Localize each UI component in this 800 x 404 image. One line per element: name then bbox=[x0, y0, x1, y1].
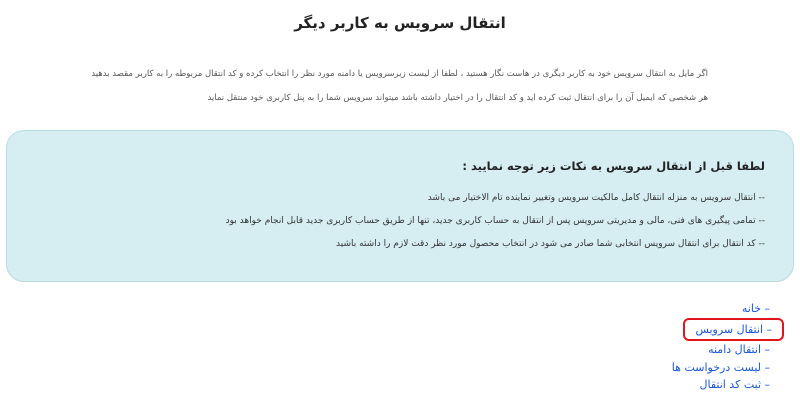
intro-text bbox=[90, 62, 708, 110]
notice-item: -- انتقال سرویس به منزله انتقال کامل مالکیت سرویس وتغییر نماینده تام الاختیار می باشد bbox=[427, 193, 765, 203]
nav-link-request-list[interactable]: – لیست درخواست ها bbox=[671, 360, 770, 374]
intro-line-2: هر شخصی که ایمیل آن را برای انتقال ثبت کرده اید و کد انتقال را در اختیار داشته باشد میتواند سرویس شما را به پنل کاربری خود منتقل نماید bbox=[207, 93, 708, 103]
notice-item: -- کد انتقال برای انتقال سرویس انتخابی شما صادر می شود در انتخاب محصول مورد نظر دقت لازم را داشته باشید bbox=[336, 239, 765, 249]
notice-list bbox=[25, 187, 765, 256]
nav-links bbox=[672, 300, 770, 394]
page-title: انتقال سرویس به کاربر دیگر bbox=[294, 14, 506, 32]
intro-line-1: اگر مایل به انتقال سرویس خود به کاربر دیگری در هاست نگار هستید ، لطفا از لیست زیرسرویس یا دامنه مورد نظر را انتخاب کرده و کد انتقال مربوطه را به کاربر مقصد بدهید bbox=[91, 69, 708, 79]
nav-link-transfer-domain[interactable]: – انتقال دامنه bbox=[708, 343, 770, 356]
notice-box bbox=[6, 130, 794, 282]
nav-link-home[interactable]: – خانه bbox=[741, 302, 770, 315]
notice-heading: لطفا قبل از انتقال سرویس به نکات زیر توجه نمایید : bbox=[462, 159, 765, 173]
nav-link-submit-transfer-code[interactable]: – ثبت کد انتقال bbox=[699, 378, 770, 391]
nav-link-transfer-service[interactable]: – انتقال سرویس bbox=[683, 318, 784, 342]
notice-item: -- تمامی پیگیری های فنی، مالی و مدیریتی سرویس پس از انتقال به حساب کاربری جدید، تنها از طریق حساب کاربری جدید قابل انجام خواهد بود bbox=[225, 216, 765, 226]
